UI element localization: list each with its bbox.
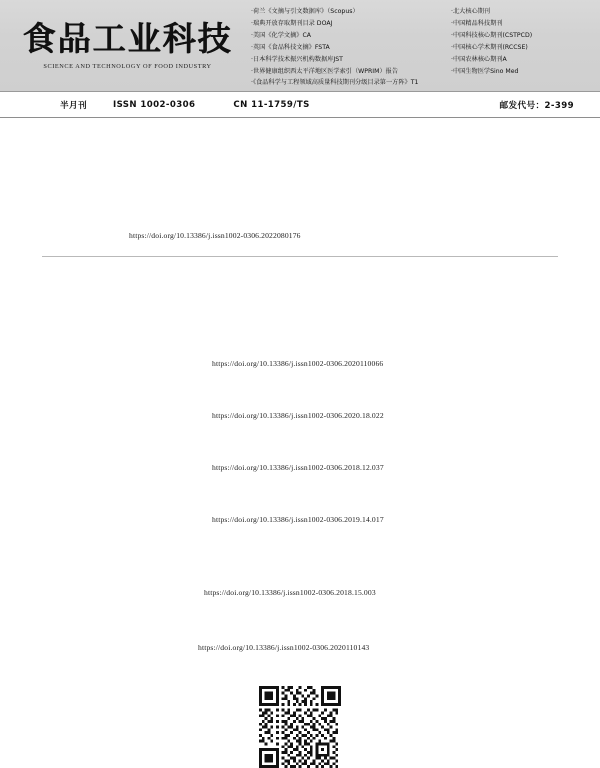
indexing-item: ·美国《化学文摘》CA	[251, 31, 312, 39]
journal-masthead	[0, 0, 600, 92]
publication-frequency: 半月刊	[60, 100, 87, 111]
cn-number: CN 11-1759/TS	[233, 99, 310, 110]
indexing-item: ·日本科学技术振兴机构数据库JST	[251, 55, 343, 63]
doi-link[interactable]: https://doi.org/10.13386/j.issn1002-0306.2020110066	[212, 359, 384, 368]
postal-code: 邮发代号：2-399	[499, 100, 574, 111]
journal-title-cn: 食品工业科技	[22, 19, 233, 59]
doi-link[interactable]: https://doi.org/10.13386/j.issn1002-0306.2019.14.017	[212, 515, 384, 524]
doi-link[interactable]: https://doi.org/10.13386/j.issn1002-0306.2020.18.022	[212, 411, 384, 420]
indexing-item: ·英国《食品科技文摘》FSTA	[251, 43, 330, 51]
issn-number: ISSN 1002-0306	[112, 99, 196, 110]
journal-title-en: SCIENCE AND TECHNOLOGY OF FOOD INDUSTRY	[43, 62, 212, 70]
qr-code[interactable]	[259, 686, 341, 768]
issue-info-bar	[0, 92, 600, 118]
qr-code-image	[259, 686, 341, 768]
horizontal-rule	[42, 256, 558, 257]
indexing-item: ·荷兰《文摘与引文数据库》（Scopus）	[251, 8, 359, 15]
indexing-item: ·中国科技核心期刊(CSTPCD)	[451, 31, 533, 39]
doi-link[interactable]: https://doi.org/10.13386/j.issn1002-0306.2018.15.003	[204, 588, 376, 597]
indexing-column-right	[451, 6, 596, 87]
indexing-item: ·中国精品科技期刊	[451, 19, 503, 27]
indexing-list	[249, 0, 600, 91]
indexing-item: ·世界健康组织西太平洋地区医学索引（WPRIM）报告	[251, 67, 399, 75]
indexing-column-left	[251, 6, 451, 87]
indexing-item: ·北大核心期刊	[451, 8, 491, 15]
indexing-item: ·瑞典开放存取期刊目录 DOAJ	[251, 19, 333, 27]
indexing-item: ·中国农林核心期刊A	[451, 55, 507, 63]
doi-link[interactable]: https://doi.org/10.13386/j.issn1002-0306.2020110143	[198, 643, 370, 652]
indexing-item: ·中国生物医学Sino Med	[451, 67, 519, 75]
doi-link[interactable]: https://doi.org/10.13386/j.issn1002-0306.2022080176	[129, 231, 301, 240]
indexing-item: ·中国核心学术期刊(RCCSE)	[451, 43, 528, 51]
indexing-item: ·《食品科学与工程领域高质量科技期刊分级目录第一方阵》T1	[251, 79, 419, 87]
journal-logo	[0, 0, 249, 91]
doi-link[interactable]: https://doi.org/10.13386/j.issn1002-0306.2018.12.037	[212, 463, 384, 472]
